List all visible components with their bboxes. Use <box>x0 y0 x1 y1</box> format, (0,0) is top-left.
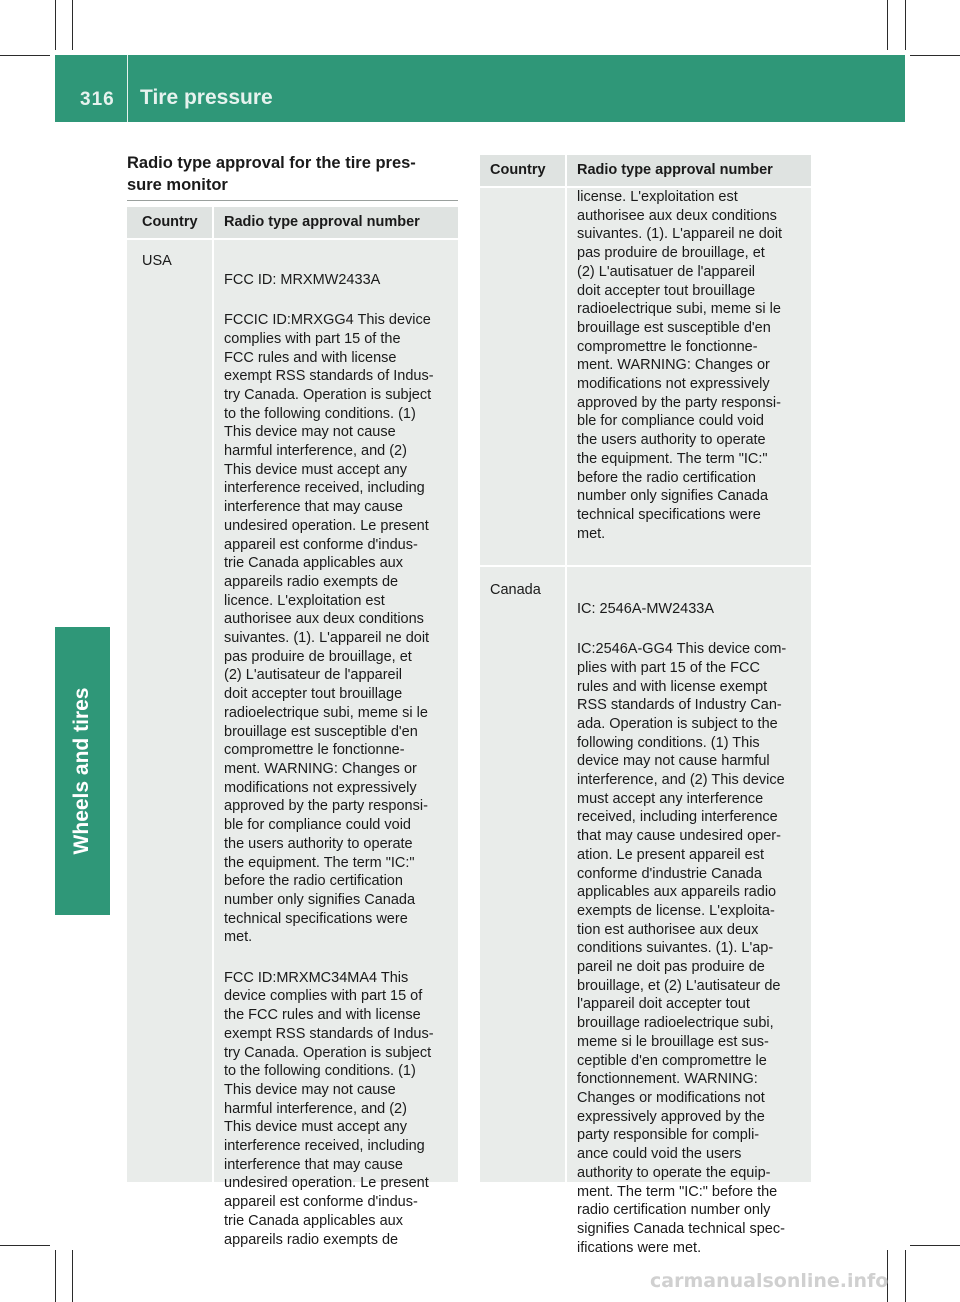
table-header <box>127 207 458 238</box>
chapter-side-tab-label: Wheels and tires <box>70 687 93 855</box>
column-header-approval-number: Radio type approval number <box>577 162 773 178</box>
column-header-country: Country <box>490 162 546 178</box>
crop-mark <box>0 55 50 56</box>
page-number: 316 <box>80 89 115 110</box>
watermark: carmanualsonline.info <box>650 1270 889 1292</box>
crop-mark <box>910 55 960 56</box>
approval-paragraph: FCCIC ID:MRXGG4 This device complies with part 15 of the FCC rules and with license exempt RSS standards of Indus- try Canada. Operation is subject to the following conditions. (1) This device may not cause harmful interference, and (2) This device must accept any interference received, including interference that may cause undesired operation. Le present appareil est conforme d'indus- trie Canada applicables aux appareils radio exempts de licence. L'exploitation est authorisee aux deux conditions suivantes. (1). L'appareil ne doit pas produire de brouillage, et (2) L'autisateur de l'appareil doit accepter tout brouillage radioelectrique subi, meme si le brouillage est susceptible d'en compromettre le fonctionne- ment. WARNING: Changes or modifications not expressively approved by the party responsi- ble for compliance could void the users authority to operate the equipment. The term "IC:" before the radio certification number only signifies Canada technical specifications were met. <box>224 312 434 946</box>
approval-table-right <box>480 155 811 1256</box>
table-row-approval <box>224 252 456 1271</box>
crop-mark <box>0 1245 50 1246</box>
approval-table-left <box>127 207 458 1248</box>
section-title: Radio type approval for the tire pres- sure monitor <box>127 154 416 194</box>
crop-mark <box>887 0 888 50</box>
table-row-approval-continued: license. L'exploitation est authorisee aux deux conditions suivantes. (1). L'appareil ne doit pas produire de brouillage, et (2) L'autisatuer de l'appareil doit accepter tout brouillage radioelectrique subi, meme si le brouillage est susceptible d'en compromettre le fonctionne- ment. WARNING: Changes or modifications not expressively approved by the party responsi- ble for compliance could void the users authority to operate the equipment. The term "IC:" before the radio certification number only signifies Canada technical specifications were met. <box>577 189 783 542</box>
column-divider <box>212 240 214 1182</box>
column-header-approval-number: Radio type approval number <box>224 214 420 230</box>
table-row-approval <box>577 581 809 1279</box>
crop-mark <box>905 1250 906 1302</box>
crop-mark <box>910 1245 960 1246</box>
table-header <box>480 155 811 186</box>
crop-mark <box>72 1250 73 1302</box>
header-divider <box>127 55 128 122</box>
table-body <box>127 240 458 1248</box>
column-divider <box>212 207 214 238</box>
column-divider <box>565 155 567 186</box>
crop-mark <box>55 1250 56 1302</box>
crop-mark <box>55 0 56 50</box>
approval-paragraph: IC:2546A-GG4 This device com- plies with part 15 of the FCC rules and with license exempt RSS standards of Industry Can- ada. Operation is subject to the following conditions. (1) This device may not cause harmful interference, and (2) This device must accept any interference received, including interference that may cause undesired oper- ation. Le present appareil est conforme d'industrie Canada applicables aux appareils radio exempts de license. L'exploita- tion est authorisee aux deux conditions suivantes. (1). L'ap- pareil ne doit pas produire de brouillage, et (2) L'autisateur de l'appareil doit accepter tout brouillage radioelectrique subi, meme si le brouillage est sus- ceptible d'en compromettre le fonctionnement. WARNING: Changes or modifications not expressively approved by the party responsible for compli- ance could void the users authority to operate the equip- ment. The term "IC:" before the radio certification number only signifies Canada technical spec- ifications were met. <box>577 641 787 1256</box>
table-row-country: USA <box>142 253 172 269</box>
column-header-country: Country <box>142 214 198 230</box>
page-title: Tire pressure <box>140 86 273 109</box>
row-divider <box>480 565 811 567</box>
approval-paragraph: IC: 2546A-MW2433A <box>577 600 715 617</box>
title-rule <box>127 200 458 201</box>
table-body <box>480 188 811 1256</box>
column-divider <box>565 188 567 1182</box>
crop-mark <box>72 0 73 50</box>
approval-paragraph: FCC ID: MRXMW2433A <box>224 271 381 288</box>
approval-paragraph: FCC ID:MRXMC34MA4 This device complies with part 15 of the FCC rules and with license exempt RSS standards of Indus- try Canada. Operation is subject to the following conditions. (1) This device may not cause harmful interference, and (2) This device must accept any interference received, including interference that may cause undesired operation. Le present appareil est conforme d'indus- trie Canada applicables aux appareils radio exempts de <box>224 969 434 1248</box>
crop-mark <box>905 0 906 50</box>
table-row-country: Canada <box>490 582 541 598</box>
